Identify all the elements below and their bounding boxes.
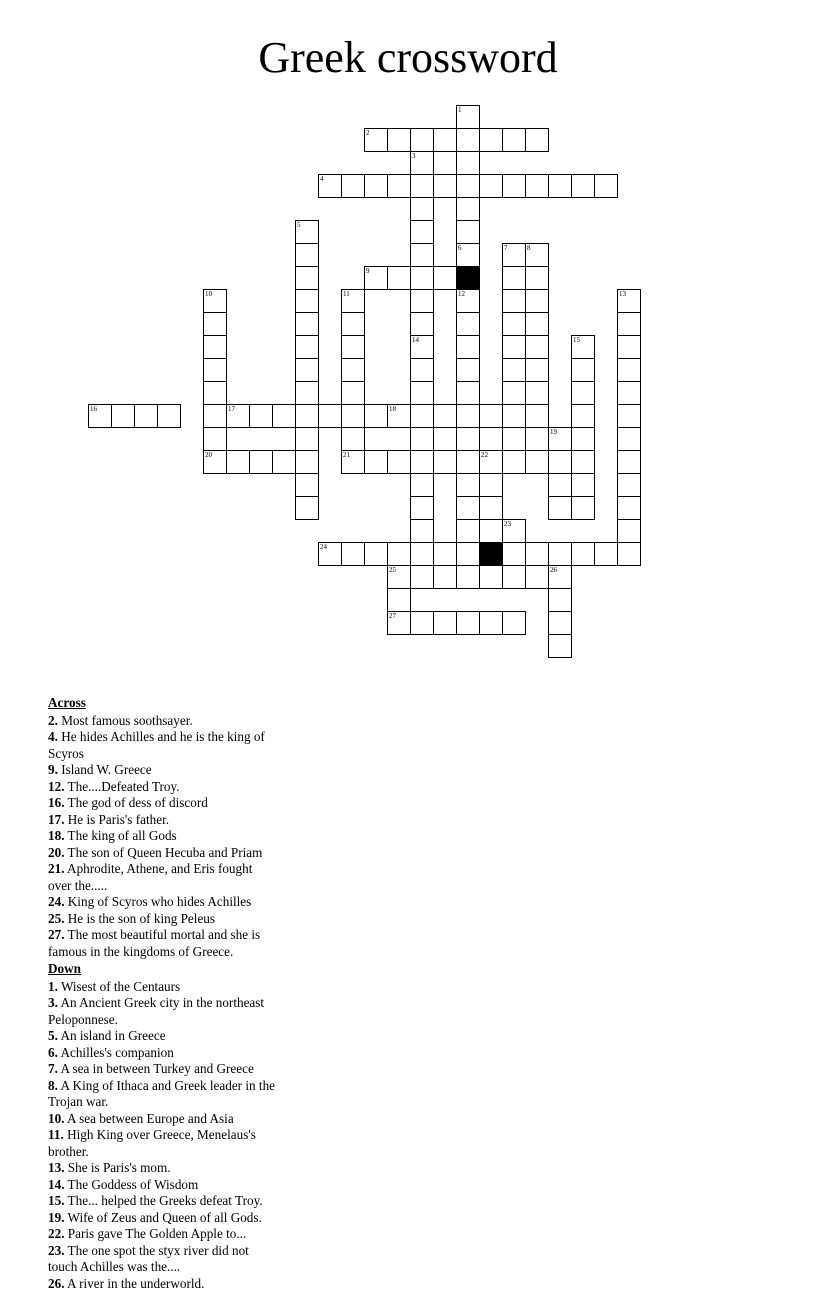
grid-cell[interactable] xyxy=(295,404,319,428)
grid-cell[interactable] xyxy=(410,496,434,520)
grid-cell[interactable] xyxy=(479,496,503,520)
grid-cell[interactable] xyxy=(341,358,365,382)
clue-text: He is Paris's father. xyxy=(64,812,169,827)
grid-cell[interactable] xyxy=(456,450,480,474)
grid-cell[interactable] xyxy=(88,404,112,428)
across-clue xyxy=(48,762,277,779)
grid-cell[interactable] xyxy=(410,358,434,382)
clue-number: 16. xyxy=(48,795,64,810)
down-clue xyxy=(48,1193,277,1210)
clue-number: 3. xyxy=(48,995,58,1010)
grid-cell[interactable] xyxy=(387,404,411,428)
grid-cell[interactable] xyxy=(571,542,595,566)
cell-number: 14 xyxy=(412,336,419,344)
clue-text: Aphrodite, Athene, and Eris fought over the..... xyxy=(48,861,252,893)
clue-text: An Ancient Greek city in the northeast Peloponnese. xyxy=(48,995,264,1027)
grid-cell[interactable] xyxy=(203,381,227,405)
grid-cell[interactable] xyxy=(548,174,572,198)
cell-number: 24 xyxy=(320,543,327,551)
grid-cell[interactable] xyxy=(295,289,319,313)
grid-cell[interactable] xyxy=(410,174,434,198)
across-clue xyxy=(48,828,277,845)
clue-text: The king of all Gods xyxy=(64,828,176,843)
grid-cell[interactable] xyxy=(548,634,572,658)
grid-cell[interactable] xyxy=(617,427,641,451)
grid-cell[interactable] xyxy=(341,404,365,428)
grid-cell[interactable] xyxy=(203,289,227,313)
cell-number: 13 xyxy=(619,290,626,298)
down-clue xyxy=(48,995,277,1028)
grid-cell[interactable] xyxy=(341,381,365,405)
clue-number: 25. xyxy=(48,911,64,926)
cell-number: 10 xyxy=(205,290,212,298)
clue-number: 14. xyxy=(48,1177,64,1192)
grid-cell[interactable] xyxy=(525,565,549,589)
grid-cell[interactable] xyxy=(525,542,549,566)
clue-text: A sea in between Turkey and Greece xyxy=(58,1061,254,1076)
grid-cell[interactable] xyxy=(525,335,549,359)
clue-text: He is the son of king Peleus xyxy=(64,911,215,926)
clue-number: 10. xyxy=(48,1111,64,1126)
grid-cell[interactable] xyxy=(617,335,641,359)
grid-cell[interactable] xyxy=(433,611,457,635)
grid-cell[interactable] xyxy=(456,427,480,451)
grid-cell[interactable] xyxy=(548,427,572,451)
grid-cell[interactable] xyxy=(617,312,641,336)
clue-number: 1. xyxy=(48,979,58,994)
grid-cell[interactable] xyxy=(548,611,572,635)
grid-cell[interactable] xyxy=(456,243,480,267)
grid-cell[interactable] xyxy=(410,335,434,359)
clue-text: The....Defeated Troy. xyxy=(64,779,179,794)
grid-cell[interactable] xyxy=(433,565,457,589)
cell-number: 3 xyxy=(412,152,416,160)
down-clue xyxy=(48,1045,277,1062)
grid-cell[interactable] xyxy=(410,427,434,451)
grid-cell[interactable] xyxy=(617,473,641,497)
grid-cell[interactable] xyxy=(571,404,595,428)
grid-cell[interactable] xyxy=(479,565,503,589)
grid-cell[interactable] xyxy=(387,611,411,635)
clue-number: 20. xyxy=(48,845,64,860)
grid-cell[interactable] xyxy=(456,151,480,175)
grid-cell[interactable] xyxy=(387,174,411,198)
grid-block xyxy=(456,266,480,290)
clue-text: The most beautiful mortal and she is famous in the kingdoms of Greece. xyxy=(48,927,260,959)
grid-cell[interactable] xyxy=(410,312,434,336)
grid-cell[interactable] xyxy=(548,542,572,566)
grid-cell[interactable] xyxy=(617,289,641,313)
grid-cell[interactable] xyxy=(295,358,319,382)
grid-cell[interactable] xyxy=(502,174,526,198)
grid-cell[interactable] xyxy=(502,312,526,336)
grid-cell[interactable] xyxy=(272,450,296,474)
grid-cell[interactable] xyxy=(203,335,227,359)
clue-number: 5. xyxy=(48,1028,58,1043)
clue-number: 26. xyxy=(48,1276,64,1291)
down-clue xyxy=(48,1061,277,1078)
grid-cell[interactable] xyxy=(502,358,526,382)
grid-cell[interactable] xyxy=(502,611,526,635)
down-clue xyxy=(48,1078,277,1111)
down-clue xyxy=(48,1226,277,1243)
across-clue xyxy=(48,713,277,730)
down-clue xyxy=(48,1028,277,1045)
grid-cell[interactable] xyxy=(134,404,158,428)
grid-cell[interactable] xyxy=(410,151,434,175)
grid-cell[interactable] xyxy=(111,404,135,428)
grid-cell[interactable] xyxy=(410,404,434,428)
cell-number: 7 xyxy=(504,244,508,252)
grid-cell[interactable] xyxy=(341,335,365,359)
grid-cell[interactable] xyxy=(571,381,595,405)
cell-number: 19 xyxy=(550,428,557,436)
grid-cell[interactable] xyxy=(433,542,457,566)
grid-cell[interactable] xyxy=(456,312,480,336)
grid-cell[interactable] xyxy=(525,243,549,267)
grid-cell[interactable] xyxy=(456,197,480,221)
grid-cell[interactable] xyxy=(410,565,434,589)
grid-cell[interactable] xyxy=(318,542,342,566)
grid-cell[interactable] xyxy=(456,473,480,497)
grid-cell[interactable] xyxy=(295,450,319,474)
clues-column-1 xyxy=(48,695,277,1292)
grid-cell[interactable] xyxy=(433,450,457,474)
across-clue xyxy=(48,861,277,894)
grid-cell[interactable] xyxy=(387,128,411,152)
grid-cell[interactable] xyxy=(456,174,480,198)
clue-text: He hides Achilles and he is the king of Scyros xyxy=(48,729,265,761)
grid-cell[interactable] xyxy=(617,358,641,382)
clue-text: An island in Greece xyxy=(58,1028,166,1043)
cell-number: 8 xyxy=(527,244,531,252)
grid-cell[interactable] xyxy=(387,565,411,589)
grid-cell[interactable] xyxy=(594,542,618,566)
grid-cell[interactable] xyxy=(318,404,342,428)
grid-cell[interactable] xyxy=(525,289,549,313)
grid-cell[interactable] xyxy=(341,427,365,451)
grid-cell[interactable] xyxy=(295,473,319,497)
grid-cell[interactable] xyxy=(456,381,480,405)
grid-cell[interactable] xyxy=(479,611,503,635)
grid-cell[interactable] xyxy=(456,565,480,589)
grid-cell[interactable] xyxy=(479,473,503,497)
grid-cell[interactable] xyxy=(502,565,526,589)
grid-cell[interactable] xyxy=(502,519,526,543)
grid-cell[interactable] xyxy=(410,542,434,566)
grid-cell[interactable] xyxy=(571,473,595,497)
grid-cell[interactable] xyxy=(410,128,434,152)
grid-cell[interactable] xyxy=(502,404,526,428)
clue-number: 8. xyxy=(48,1078,58,1093)
across-clue xyxy=(48,812,277,829)
grid-cell[interactable] xyxy=(341,542,365,566)
cell-number: 25 xyxy=(389,566,396,574)
down-clue xyxy=(48,1276,277,1292)
grid-cell[interactable] xyxy=(479,174,503,198)
grid-cell[interactable] xyxy=(502,427,526,451)
grid-cell[interactable] xyxy=(387,588,411,612)
grid-cell[interactable] xyxy=(617,404,641,428)
clue-text: The Goddess of Wisdom xyxy=(64,1177,198,1192)
clue-text: The son of Queen Hecuba and Priam xyxy=(64,845,262,860)
grid-cell[interactable] xyxy=(548,450,572,474)
clue-text: King of Scyros who hides Achilles xyxy=(64,894,251,909)
clue-text: A river in the underworld. xyxy=(64,1276,204,1291)
grid-cell[interactable] xyxy=(410,473,434,497)
grid-cell[interactable] xyxy=(341,174,365,198)
grid-cell[interactable] xyxy=(525,404,549,428)
grid-cell[interactable] xyxy=(456,289,480,313)
clue-number: 15. xyxy=(48,1193,64,1208)
across-clue xyxy=(48,911,277,928)
clue-number: 24. xyxy=(48,894,64,909)
clue-number: 21. xyxy=(48,861,64,876)
clue-text: The... helped the Greeks defeat Troy. xyxy=(64,1193,262,1208)
grid-cell[interactable] xyxy=(502,542,526,566)
grid-cell[interactable] xyxy=(226,404,250,428)
grid-cell[interactable] xyxy=(525,381,549,405)
grid-cell[interactable] xyxy=(364,174,388,198)
grid-cell[interactable] xyxy=(249,450,273,474)
grid-cell[interactable] xyxy=(456,335,480,359)
grid-cell[interactable] xyxy=(295,243,319,267)
grid-cell[interactable] xyxy=(456,611,480,635)
across-clue xyxy=(48,927,277,960)
clue-number: 18. xyxy=(48,828,64,843)
grid-block xyxy=(479,542,503,566)
page-title: Greek crossword xyxy=(0,0,816,83)
down-heading: Down xyxy=(48,961,277,978)
grid-cell[interactable] xyxy=(203,358,227,382)
grid-cell[interactable] xyxy=(295,220,319,244)
grid-cell[interactable] xyxy=(433,266,457,290)
grid-cell[interactable] xyxy=(387,266,411,290)
grid-cell[interactable] xyxy=(203,312,227,336)
grid-cell[interactable] xyxy=(525,128,549,152)
grid-cell[interactable] xyxy=(479,519,503,543)
grid-cell[interactable] xyxy=(617,381,641,405)
grid-cell[interactable] xyxy=(548,588,572,612)
grid-cell[interactable] xyxy=(341,312,365,336)
across-heading: Across xyxy=(48,695,277,712)
grid-cell[interactable] xyxy=(226,450,250,474)
grid-cell[interactable] xyxy=(502,335,526,359)
across-clue-list xyxy=(48,713,277,961)
grid-cell[interactable] xyxy=(502,128,526,152)
grid-cell[interactable] xyxy=(433,404,457,428)
grid-cell[interactable] xyxy=(502,381,526,405)
down-clue xyxy=(48,1160,277,1177)
grid-cell[interactable] xyxy=(341,289,365,313)
across-clue xyxy=(48,779,277,796)
cell-number: 16 xyxy=(90,405,97,413)
grid-cell[interactable] xyxy=(548,496,572,520)
clue-text: The god of dess of discord xyxy=(64,795,207,810)
clue-number: 2. xyxy=(48,713,58,728)
down-clue xyxy=(48,1243,277,1276)
grid-cell[interactable] xyxy=(295,335,319,359)
grid-cell[interactable] xyxy=(525,358,549,382)
grid-cell[interactable] xyxy=(548,565,572,589)
across-clue xyxy=(48,795,277,812)
cell-number: 21 xyxy=(343,451,350,459)
grid-cell[interactable] xyxy=(295,427,319,451)
clue-number: 22. xyxy=(48,1226,64,1241)
clue-text: High King over Greece, Menelaus's brother. xyxy=(48,1127,256,1159)
grid-cell[interactable] xyxy=(571,174,595,198)
clue-number: 23. xyxy=(48,1243,64,1258)
clue-number: 4. xyxy=(48,729,58,744)
grid-cell[interactable] xyxy=(502,243,526,267)
clue-number: 13. xyxy=(48,1160,64,1175)
grid-cell[interactable] xyxy=(433,174,457,198)
clue-text: A King of Ithaca and Greek leader in the Trojan war. xyxy=(48,1078,275,1110)
grid-cell[interactable] xyxy=(157,404,181,428)
cell-number: 23 xyxy=(504,520,511,528)
clue-text: A sea between Europe and Asia xyxy=(64,1111,233,1126)
grid-cell[interactable] xyxy=(456,496,480,520)
grid-cell[interactable] xyxy=(410,450,434,474)
grid-cell[interactable] xyxy=(525,312,549,336)
grid-cell[interactable] xyxy=(387,450,411,474)
grid-cell[interactable] xyxy=(456,220,480,244)
cell-number: 22 xyxy=(481,451,488,459)
clue-number: 7. xyxy=(48,1061,58,1076)
grid-cell[interactable] xyxy=(571,450,595,474)
down-clue xyxy=(48,1127,277,1160)
grid-cell[interactable] xyxy=(479,450,503,474)
grid-cell[interactable] xyxy=(525,174,549,198)
clue-number: 19. xyxy=(48,1210,64,1225)
grid-cell[interactable] xyxy=(410,197,434,221)
clues-section xyxy=(48,695,770,1292)
grid-cell[interactable] xyxy=(364,404,388,428)
cell-number: 20 xyxy=(205,451,212,459)
grid-cell[interactable] xyxy=(364,542,388,566)
grid-cell[interactable] xyxy=(525,450,549,474)
grid-cell[interactable] xyxy=(617,519,641,543)
clue-number: 11. xyxy=(48,1127,64,1142)
grid-cell[interactable] xyxy=(479,128,503,152)
clue-number: 17. xyxy=(48,812,64,827)
cell-number: 26 xyxy=(550,566,557,574)
grid-cell[interactable] xyxy=(410,611,434,635)
grid-cell[interactable] xyxy=(364,128,388,152)
grid-cell[interactable] xyxy=(571,427,595,451)
clue-number: 9. xyxy=(48,762,58,777)
across-clue xyxy=(48,845,277,862)
across-clue xyxy=(48,894,277,911)
clue-text: Most famous soothsayer. xyxy=(58,713,193,728)
clue-text: Wisest of the Centaurs xyxy=(58,979,180,994)
grid-cell[interactable] xyxy=(456,358,480,382)
clue-number: 6. xyxy=(48,1045,58,1060)
clue-text: Wife of Zeus and Queen of all Gods. xyxy=(64,1210,261,1225)
grid-cell[interactable] xyxy=(410,243,434,267)
grid-cell[interactable] xyxy=(203,450,227,474)
grid-cell[interactable] xyxy=(502,450,526,474)
cell-number: 17 xyxy=(228,405,235,413)
grid-cell[interactable] xyxy=(502,289,526,313)
grid-cell[interactable] xyxy=(502,266,526,290)
clue-text: Island W. Greece xyxy=(58,762,152,777)
grid-cell[interactable] xyxy=(295,312,319,336)
grid-cell[interactable] xyxy=(295,266,319,290)
grid-cell[interactable] xyxy=(410,381,434,405)
clue-number: 12. xyxy=(48,779,64,794)
grid-cell[interactable] xyxy=(571,496,595,520)
grid-cell[interactable] xyxy=(571,335,595,359)
grid-cell[interactable] xyxy=(272,404,296,428)
grid-cell[interactable] xyxy=(410,220,434,244)
down-clue-list xyxy=(48,979,277,1292)
grid-cell[interactable] xyxy=(456,542,480,566)
cell-number: 12 xyxy=(458,290,465,298)
grid-cell[interactable] xyxy=(571,358,595,382)
clue-text: Paris gave The Golden Apple to... xyxy=(64,1226,246,1241)
grid-cell[interactable] xyxy=(617,542,641,566)
grid-cell[interactable] xyxy=(525,266,549,290)
cell-number: 6 xyxy=(458,244,462,252)
clue-text: The one spot the styx river did not touch Achilles was the.... xyxy=(48,1243,249,1275)
grid-cell[interactable] xyxy=(456,404,480,428)
down-clue xyxy=(48,1210,277,1227)
cell-number: 27 xyxy=(389,612,396,620)
grid-cell[interactable] xyxy=(456,128,480,152)
cell-number: 2 xyxy=(366,129,370,137)
grid-cell[interactable] xyxy=(203,404,227,428)
grid-cell[interactable] xyxy=(410,266,434,290)
grid-cell[interactable] xyxy=(433,128,457,152)
clue-text: She is Paris's mom. xyxy=(64,1160,170,1175)
grid-cell[interactable] xyxy=(410,519,434,543)
clue-text: Achilles's companion xyxy=(58,1045,174,1060)
grid-cell[interactable] xyxy=(364,450,388,474)
grid-cell[interactable] xyxy=(364,266,388,290)
across-clue xyxy=(48,729,277,762)
cell-number: 9 xyxy=(366,267,370,275)
grid-cell[interactable] xyxy=(410,289,434,313)
grid-cell[interactable] xyxy=(617,450,641,474)
grid-cell[interactable] xyxy=(456,519,480,543)
cell-number: 11 xyxy=(343,290,350,298)
down-clue xyxy=(48,1111,277,1128)
down-clue xyxy=(48,1177,277,1194)
down-clue xyxy=(48,979,277,996)
cell-number: 15 xyxy=(573,336,580,344)
grid-cell[interactable] xyxy=(341,450,365,474)
grid-cell[interactable] xyxy=(249,404,273,428)
grid-cell[interactable] xyxy=(203,427,227,451)
cell-number: 5 xyxy=(297,221,301,229)
grid-cell[interactable] xyxy=(456,105,480,129)
grid-cell[interactable] xyxy=(318,174,342,198)
grid-cell[interactable] xyxy=(617,496,641,520)
grid-cell[interactable] xyxy=(479,404,503,428)
grid-cell[interactable] xyxy=(387,542,411,566)
grid-cell[interactable] xyxy=(548,473,572,497)
cell-number: 1 xyxy=(458,106,462,114)
clue-number: 27. xyxy=(48,927,64,942)
crossword-grid[interactable] xyxy=(88,105,728,685)
cell-number: 4 xyxy=(320,175,324,183)
cell-number: 18 xyxy=(389,405,396,413)
grid-cell[interactable] xyxy=(295,381,319,405)
grid-cell[interactable] xyxy=(594,174,618,198)
grid-cell[interactable] xyxy=(295,496,319,520)
